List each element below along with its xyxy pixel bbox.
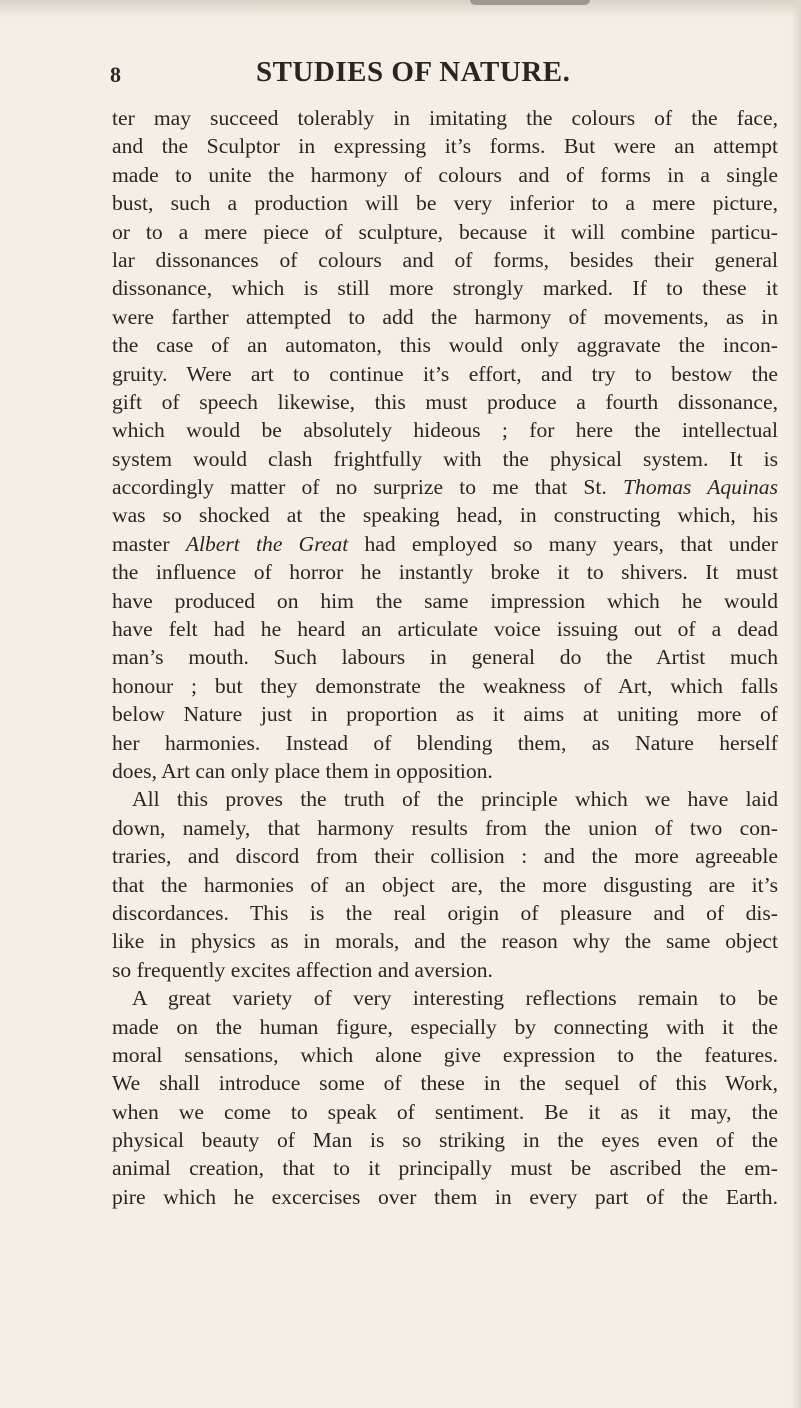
text-line	[112, 473, 778, 501]
text-line: ter may succeed tolerably in imitating the colours of the face,	[112, 106, 778, 130]
text-line: pire which he excercises over them in every part of the Earth.	[112, 1184, 778, 1209]
text-line: physical beauty of Man is so striking in the eyes even of the	[112, 1128, 778, 1153]
text-line: the influence of horror he instantly broke it to shivers. It must	[112, 560, 778, 585]
text-line: We shall introduce some of these in the sequel of this Work,	[112, 1071, 778, 1096]
page-edge-shadow	[791, 0, 801, 1408]
running-title: STUDIES OF NATURE.	[256, 56, 571, 88]
text-line: A great variety of very interesting reflections remain to be	[132, 986, 778, 1011]
text-line: were farther attempted to add the harmony of movements, as in	[112, 304, 778, 329]
italic-name-albert-the-great: Albert the Great	[185, 531, 349, 556]
text-line: when we come to speak of sentiment. Be it as it may, the	[112, 1099, 778, 1124]
text-line: have felt had he heard an articulate voice issuing out of a dead	[112, 617, 778, 642]
binding-mark	[470, 0, 590, 5]
text-line: gift of speech likewise, this must produce a fourth dissonance,	[112, 389, 778, 414]
text-fragment: accordingly matter of no surprize to me that St.	[112, 475, 624, 500]
text-line: the case of an automaton, this would only aggravate the incon-	[112, 333, 778, 358]
page-header	[0, 56, 801, 96]
text-fragment: had employed so many years, that under	[348, 531, 778, 556]
text-line	[112, 530, 778, 558]
text-line: honour ; but they demonstrate the weakness of Art, which falls	[112, 673, 778, 698]
text-line: does, Art can only place them in opposition.	[112, 758, 493, 783]
text-line: man’s mouth. Such labours in general do the Artist much	[112, 645, 778, 670]
text-line: lar dissonances of colours and of forms, besides their general	[112, 247, 778, 272]
italic-name-thomas-aquinas: Thomas Aquinas	[623, 475, 779, 500]
text-line: her harmonies. Instead of blending them, as Nature herself	[112, 730, 778, 755]
text-line: down, namely, that harmony results from the union of two con-	[112, 815, 778, 840]
text-line: animal creation, that to it principally must be ascribed the em-	[112, 1156, 778, 1181]
text-line: traries, and discord from their collision : and the more agreeable	[112, 844, 778, 869]
text-line: so frequently excites affection and aversion.	[112, 957, 493, 982]
text-fragment: master	[112, 531, 186, 556]
text-line: that the harmonies of an object are, the more disgusting are it’s	[112, 872, 778, 897]
text-line: which would be absolutely hideous ; for here the intellectual	[112, 418, 778, 443]
text-line: or to a mere piece of sculpture, because it will combine particu-	[112, 219, 778, 244]
text-line: gruity. Were art to continue it’s effort, and try to bestow the	[112, 361, 778, 386]
text-line: made to unite the harmony of colours and of forms in a single	[112, 162, 778, 187]
text-line: was so shocked at the speaking head, in constructing which, his	[112, 503, 778, 528]
text-line: All this proves the truth of the principle which we have laid	[132, 787, 778, 812]
text-line: moral sensations, which alone give expression to the features.	[112, 1042, 778, 1067]
page-number: 8	[110, 62, 121, 87]
body-text	[112, 104, 778, 1211]
text-line: system would clash frightfully with the physical system. It is	[112, 446, 778, 471]
text-line: below Nature just in proportion as it aims at uniting more of	[112, 702, 778, 727]
text-line: dissonance, which is still more strongly marked. If to these it	[112, 276, 778, 301]
text-line: and the Sculptor in expressing it’s forms. But were an attempt	[112, 134, 778, 159]
text-line: like in physics as in morals, and the reason why the same object	[112, 929, 778, 954]
text-line: bust, such a production will be very inferior to a mere picture,	[112, 191, 778, 216]
text-line: have produced on him the same impression which he would	[112, 588, 778, 613]
text-line: made on the human figure, especially by connecting with it the	[112, 1014, 778, 1039]
page-top-shadow	[0, 0, 801, 18]
text-line: discordances. This is the real origin of pleasure and of dis-	[112, 900, 778, 925]
